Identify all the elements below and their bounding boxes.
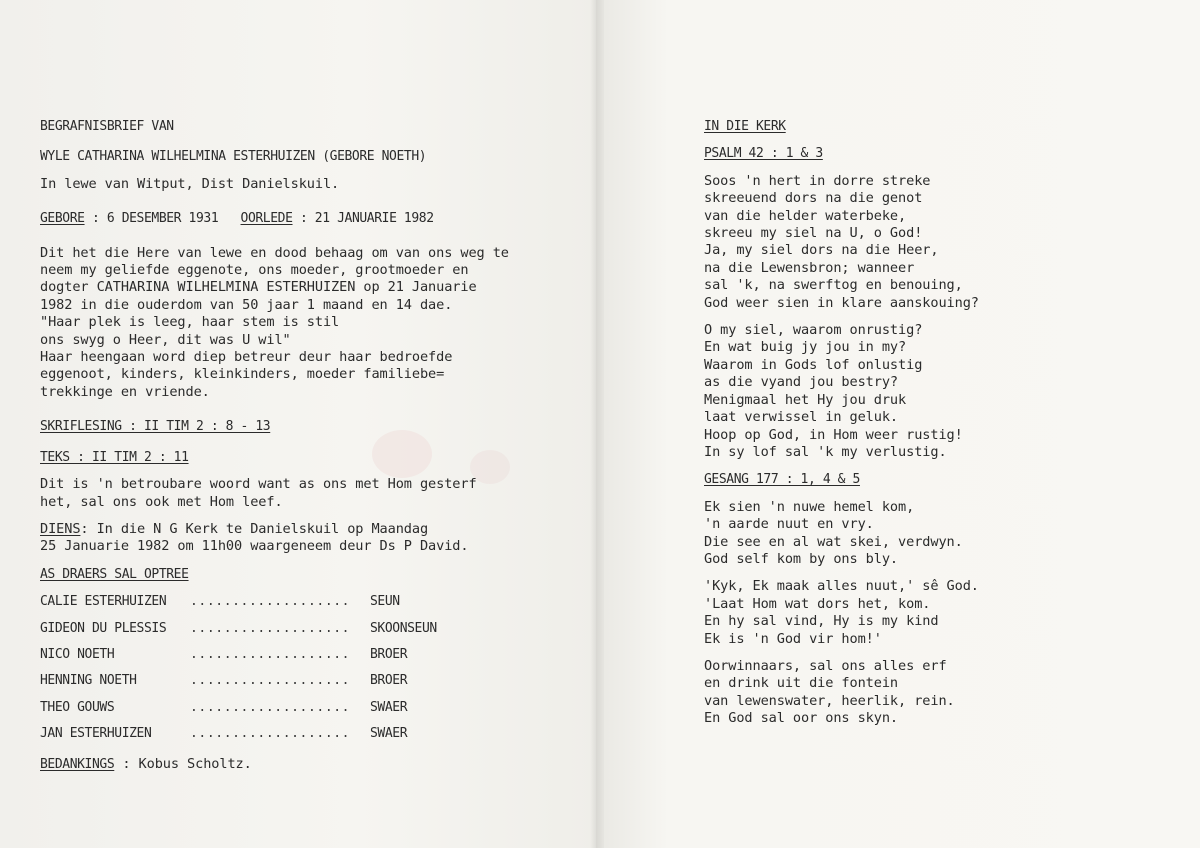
bearer-row xyxy=(40,620,560,637)
bearers-list xyxy=(40,593,560,742)
verse-line: 'n aarde nuut en vry. xyxy=(704,516,874,533)
bearer-relation: SEUN xyxy=(370,594,400,610)
verse-line: God weer sien in klare aanskouing? xyxy=(704,294,979,311)
verse-line: Die see en al wat skei, verdwyn. xyxy=(704,533,963,550)
verse-line: Ek is 'n God vir hom!' xyxy=(704,630,882,647)
residence-line: In lewe van Witput, Dist Danielskuil. xyxy=(40,175,340,192)
deceased-name: WYLE CATHARINA WILHELMINA ESTERHUIZEN (GEBORE NOETH) xyxy=(40,149,427,165)
paragraph-line: ons swyg o Heer, dit was U wil" xyxy=(40,331,291,348)
bearer-row xyxy=(40,593,560,610)
bearer-name: JAN ESTERHUIZEN xyxy=(40,726,152,742)
verse-line: Hoop op God, in Hom weer rustig! xyxy=(704,426,963,443)
born-value: : 6 DESEMBER 1931 xyxy=(84,211,219,227)
leader-dots: ................... xyxy=(190,699,351,715)
church-heading: IN DIE KERK xyxy=(704,119,786,134)
service-label: DIENS xyxy=(40,520,81,537)
paragraph-line: dogter CATHARINA WILHELMINA ESTERHUIZEN op 21 Januarie xyxy=(40,279,477,296)
left-page xyxy=(0,0,596,848)
verse-line: God self kom by ons bly. xyxy=(704,550,899,567)
verse-line: En God sal oor ons skyn. xyxy=(704,710,899,727)
verse-line: sal 'k, na swerftog en benouing, xyxy=(704,277,963,294)
verse-line: na die Lewensbron; wanneer xyxy=(704,259,915,276)
paragraph-line: neem my geliefde eggenote, ons moeder, grootmoeder en xyxy=(40,262,469,279)
bearer-relation: BROER xyxy=(370,646,408,662)
page-fold xyxy=(590,0,604,848)
service-line xyxy=(40,521,560,538)
service-line: 25 Januarie 1982 om 11h00 waargeneem deur Ds P David. xyxy=(40,538,469,555)
leader-dots: ................... xyxy=(190,673,351,689)
thanks-label: BEDANKINGS xyxy=(40,756,115,772)
service-details: : In die N G Kerk te Danielskuil op Maandag xyxy=(80,520,429,537)
thanks-value: : Kobus Scholtz. xyxy=(114,755,252,772)
hymn-heading: GESANG 177 : 1, 4 & 5 xyxy=(704,472,860,488)
obituary-paragraph xyxy=(40,245,560,402)
born-label: GEBORE xyxy=(40,211,85,227)
paragraph-line: trekkinge en vriende. xyxy=(40,383,210,400)
verse-line: In sy lof sal 'k my verlustig. xyxy=(704,443,947,460)
leader-dots: ................... xyxy=(190,594,351,610)
verse-line: En hy sal vind, Hy is my kind xyxy=(704,613,939,630)
verse-line: 'Kyk, Ek maak alles nuut,' sê God. xyxy=(704,578,979,595)
right-column xyxy=(704,118,1174,728)
hymn-stanza xyxy=(704,658,1174,728)
verse-line: skreeu my siel na U, o God! xyxy=(704,225,923,242)
dates-line xyxy=(40,210,560,227)
bearer-relation: SWAER xyxy=(370,699,408,715)
bearer-relation: SWAER xyxy=(370,726,408,742)
right-page xyxy=(596,0,1200,848)
verse-line: as die vyand jou bestry? xyxy=(704,374,899,391)
bearer-name: NICO NOETH xyxy=(40,646,115,662)
left-column xyxy=(40,118,560,773)
verse-line: Ja, my siel dors na die Heer, xyxy=(704,242,939,259)
bearer-name: THEO GOUWS xyxy=(40,699,115,715)
sermon-text-line: het, sal ons ook met Hom leef. xyxy=(40,493,283,510)
bearer-row xyxy=(40,699,560,716)
bearer-relation: SKOONSEUN xyxy=(370,620,437,636)
leaflet-title: BEGRAFNISBRIEF VAN xyxy=(40,119,174,134)
verse-line: 'Laat Hom wat dors het, kom. xyxy=(704,595,931,612)
verse-line: van die helder waterbeke, xyxy=(704,207,907,224)
sermon-text-heading: TEKS : II TIM 2 : 11 xyxy=(40,449,189,465)
verse-line: En wat buig jy jou in my? xyxy=(704,339,907,356)
scripture-reading: SKRIFLESING : II TIM 2 : 8 - 13 xyxy=(40,419,271,435)
thanks-line xyxy=(40,756,560,773)
died-value: : 21 JANUARIE 1982 xyxy=(292,211,434,227)
bearer-row xyxy=(40,672,560,689)
verse-line: Oorwinnaars, sal ons alles erf xyxy=(704,657,947,674)
verse-line: van lewenswater, heerlik, rein. xyxy=(704,692,955,709)
psalm-stanza xyxy=(704,173,1174,312)
verse-line: laat verwissel in geluk. xyxy=(704,409,899,426)
verse-line: Ek sien 'n nuwe hemel kom, xyxy=(704,498,915,515)
bearer-name: HENNING NOETH xyxy=(40,673,137,689)
bearer-name: GIDEON DU PLESSIS xyxy=(40,620,167,636)
verse-line: O my siel, waarom onrustig? xyxy=(704,322,923,339)
verse-line: skreeuend dors na die genot xyxy=(704,190,923,207)
bearer-row xyxy=(40,725,560,742)
hymn-stanza xyxy=(704,578,1174,648)
leader-dots: ................... xyxy=(190,646,351,662)
died-label: OORLEDE xyxy=(240,211,293,227)
verse-line: Soos 'n hert in dorre streke xyxy=(704,172,931,189)
psalm-heading: PSALM 42 : 1 & 3 xyxy=(704,146,823,162)
bearers-heading: AS DRAERS SAL OPTREE xyxy=(40,566,189,582)
paragraph-line: 1982 in die ouderdom van 50 jaar 1 maand en 14 dae. xyxy=(40,296,453,313)
bearer-name: CALIE ESTERHUIZEN xyxy=(40,594,167,610)
leader-dots: ................... xyxy=(190,726,351,742)
hymn-stanza xyxy=(704,499,1174,569)
verse-line: Menigmaal het Hy jou druk xyxy=(704,391,907,408)
bearer-relation: BROER xyxy=(370,673,408,689)
bearer-row xyxy=(40,646,560,663)
psalm-stanza xyxy=(704,322,1174,461)
verse-line: en drink uit die fontein xyxy=(704,675,899,692)
verse-line: Waarom in Gods lof onlustig xyxy=(704,356,923,373)
paragraph-line: eggenoot, kinders, kleinkinders, moeder familiebe= xyxy=(40,366,445,383)
sermon-text-line: Dit is 'n betroubare woord want as ons met Hom gesterf xyxy=(40,476,477,493)
leader-dots: ................... xyxy=(190,620,351,636)
paragraph-line: Dit het die Here van lewe en dood behaag om van ons weg te xyxy=(40,244,509,261)
paragraph-line: "Haar plek is leeg, haar stem is stil xyxy=(40,314,340,331)
paragraph-line: Haar heengaan word diep betreur deur haar bedroefde xyxy=(40,349,453,366)
